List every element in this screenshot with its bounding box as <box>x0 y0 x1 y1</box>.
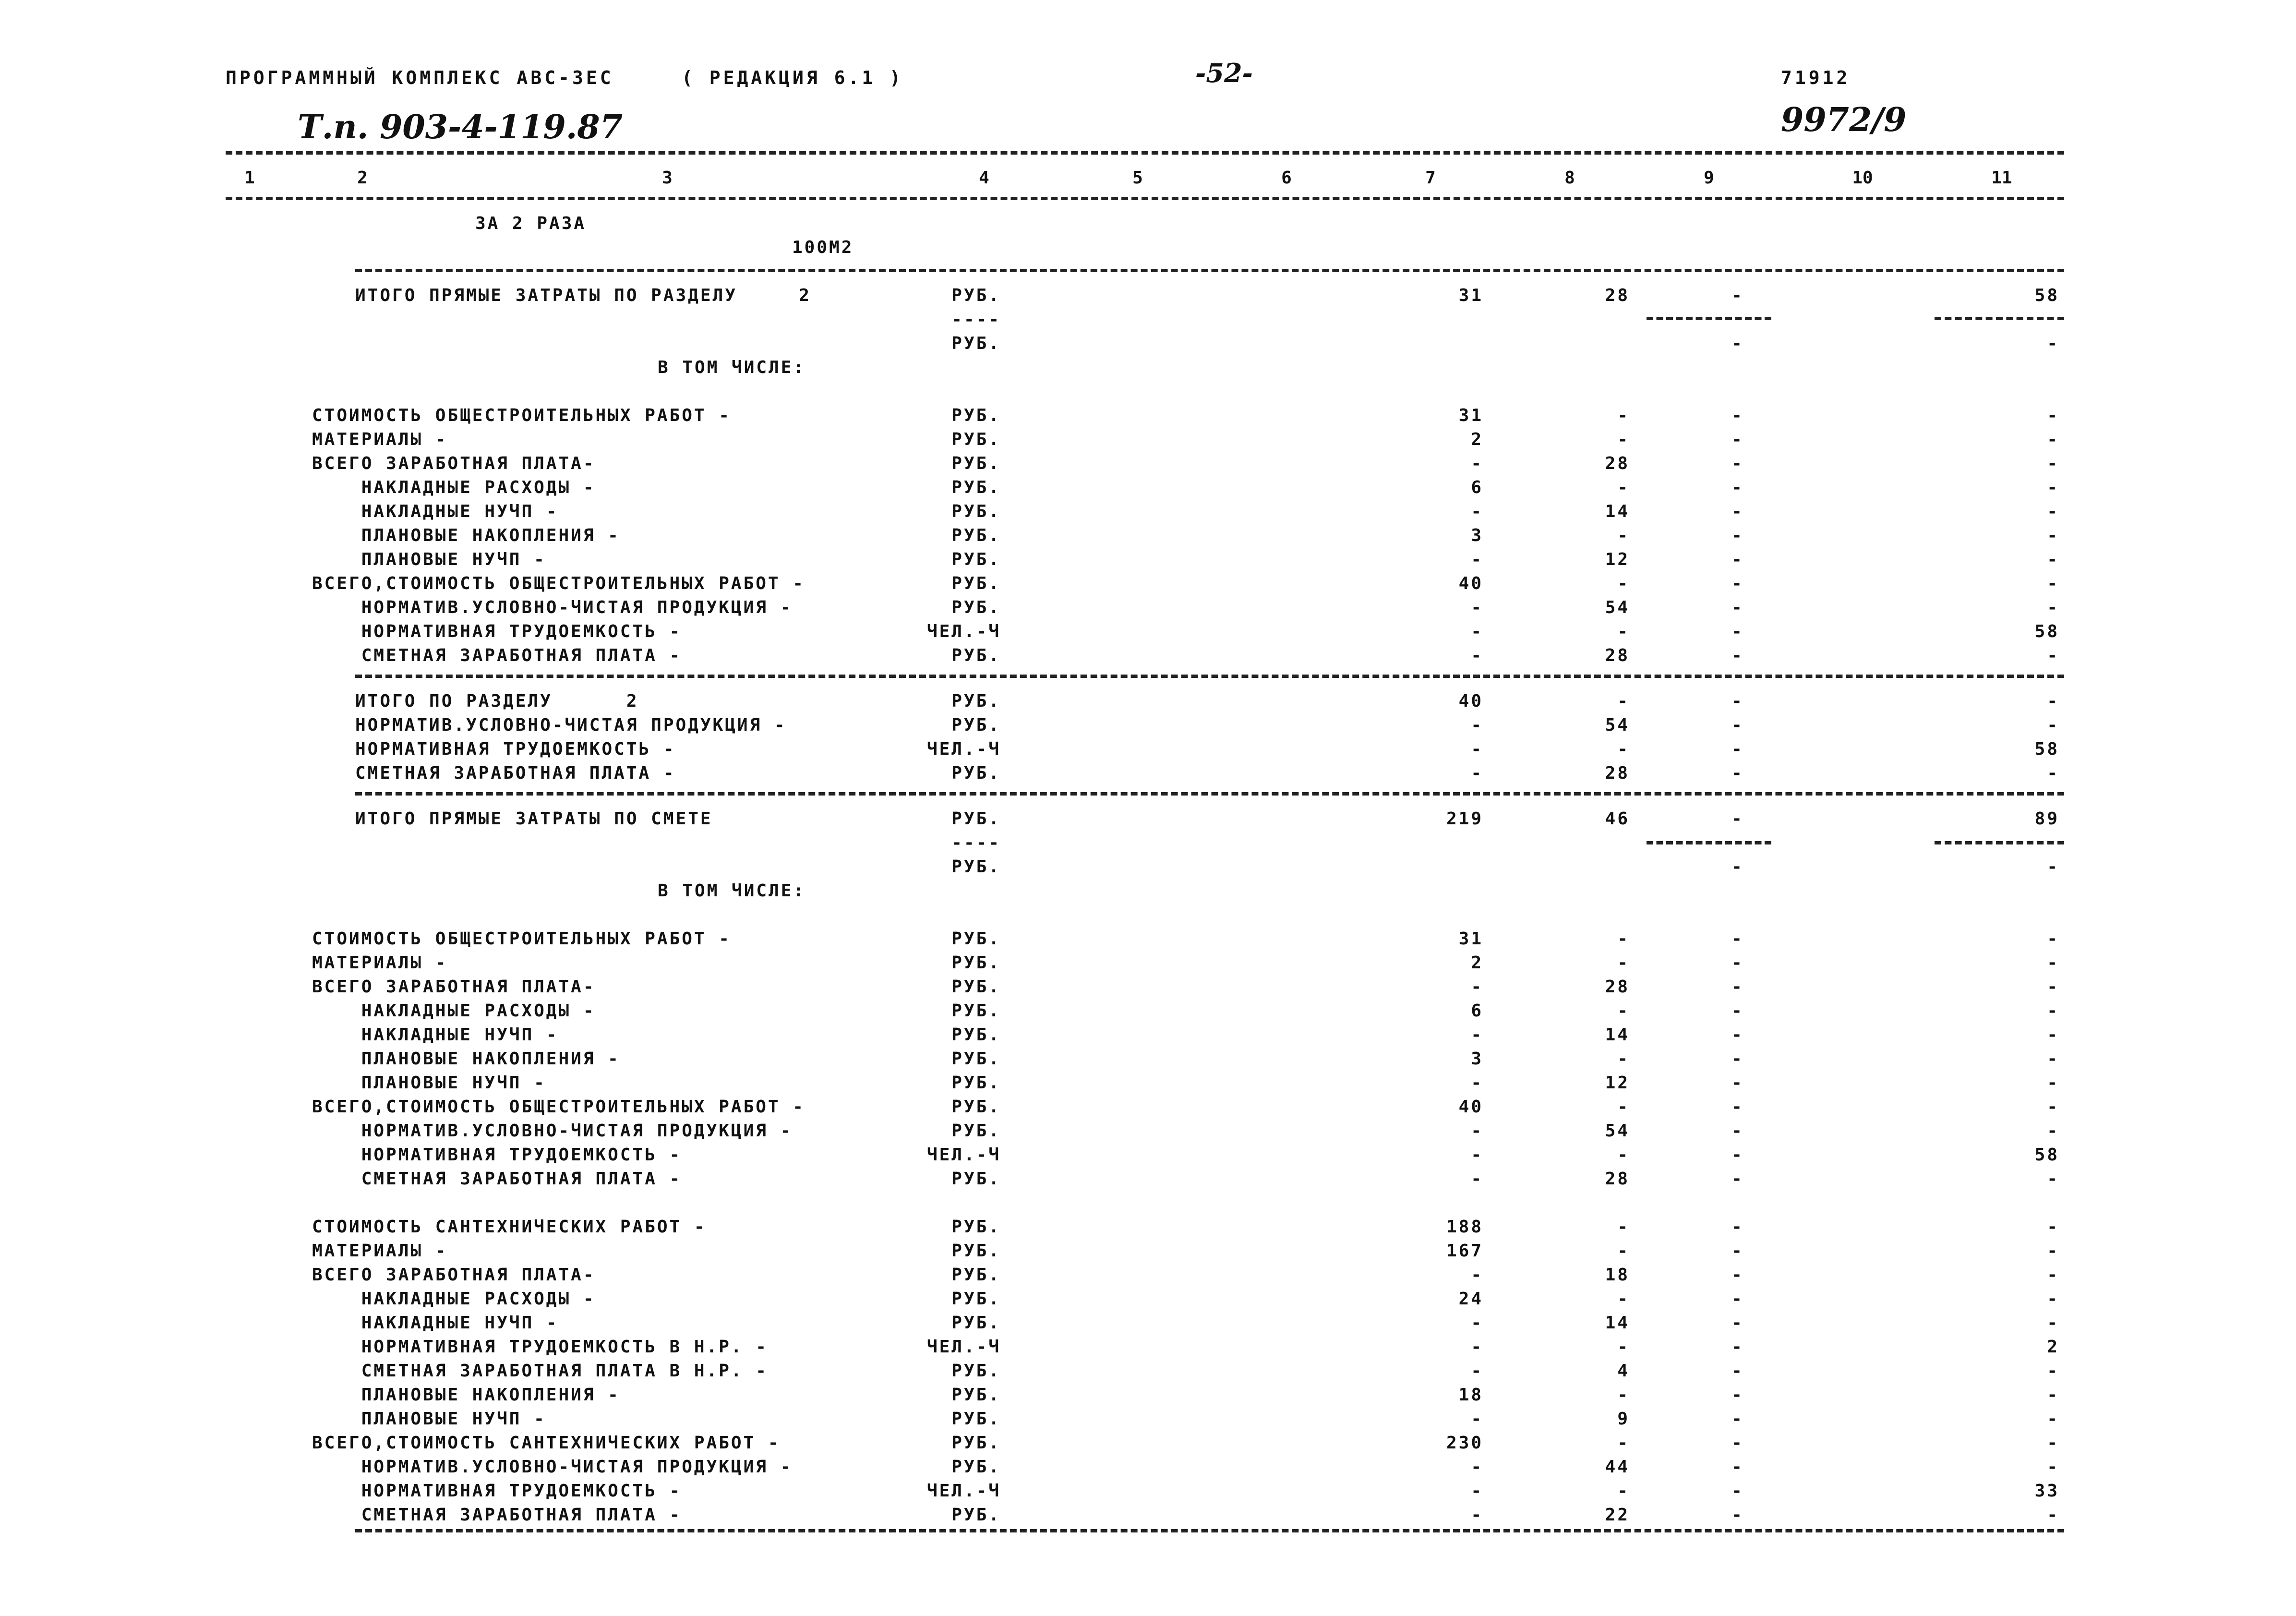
cell-col7: - <box>1471 454 1483 473</box>
cell-col8: 4 <box>1617 1361 1630 1381</box>
row-unit: РУБ. <box>951 809 1001 829</box>
row-unit: РУБ. <box>951 953 1001 973</box>
row-unit: РУБ. <box>951 1073 1001 1093</box>
cell-col9: - <box>1731 454 1744 473</box>
row-label: ВСЕГО ЗАРАБОТНАЯ ПЛАТА- <box>312 1265 596 1285</box>
cell-col9: - <box>1731 977 1744 997</box>
row-unit: РУБ. <box>951 1265 1001 1285</box>
cell-col9: - <box>1731 1025 1744 1045</box>
row-unit: РУБ. <box>951 1361 1001 1381</box>
cell-col11: - <box>2047 1385 2059 1405</box>
cell-col8: - <box>1617 953 1630 973</box>
row-label: ПЛАНОВЫЕ НУЧП - <box>312 1073 546 1093</box>
cell-col9: - <box>1731 691 1744 711</box>
cell-col8: 28 <box>1605 763 1630 783</box>
cell-col8: - <box>1617 1217 1630 1237</box>
row-label: НАКЛАДНЫЕ РАСХОДЫ - <box>312 1289 596 1309</box>
rule-bottom <box>355 1529 2064 1532</box>
cell-col7: - <box>1471 622 1483 641</box>
row-label: ПЛАНОВЫЕ НАКОПЛЕНИЯ - <box>312 526 620 545</box>
cell-col9: - <box>1731 1313 1744 1333</box>
cell-col8: - <box>1617 622 1630 641</box>
cell-col8: - <box>1617 430 1630 449</box>
cell-col7: - <box>1471 763 1483 783</box>
cell-col7: 3 <box>1471 526 1483 545</box>
row-unit: РУБ. <box>951 1049 1001 1069</box>
cell-col8: - <box>1617 1385 1630 1405</box>
row-label: НАКЛАДНЫЕ РАСХОДЫ - <box>312 478 596 497</box>
row-unit: РУБ. <box>951 454 1001 473</box>
cell-col7: 2 <box>1471 953 1483 973</box>
row-label: ИТОГО ПО РАЗДЕЛУ 2 <box>355 691 639 711</box>
row-unit: РУБ. <box>951 1505 1001 1525</box>
row-label: НОРМАТИВНАЯ ТРУДОЕМКОСТЬ В Н.Р. - <box>312 1337 768 1357</box>
row-unit: РУБ. <box>951 691 1001 711</box>
cell-col7: - <box>1471 1145 1483 1165</box>
cell-col8: 46 <box>1605 809 1630 829</box>
row-label: СТОИМОСТЬ ОБЩЕСТРОИТЕЛЬНЫХ РАБОТ - <box>312 406 731 425</box>
cell-col7: 18 <box>1458 1385 1483 1405</box>
cell-col8: 54 <box>1605 598 1630 617</box>
cell-col11: - <box>2047 646 2059 665</box>
cell-col11: - <box>2047 550 2059 569</box>
row-label: ПЛАНОВЫЕ НАКОПЛЕНИЯ - <box>312 1049 620 1069</box>
row-unit: РУБ. <box>951 1001 1001 1021</box>
cell-col9: - <box>1731 809 1744 829</box>
cell-col9: - <box>1731 526 1744 545</box>
row-unit: РУБ. <box>951 857 1001 877</box>
cell-col11: - <box>2047 857 2059 877</box>
cell-col7: 6 <box>1471 1001 1483 1021</box>
row-label: ВСЕГО ЗАРАБОТНАЯ ПЛАТА- <box>312 454 596 473</box>
cell-col11: 2 <box>2047 1337 2059 1357</box>
row-unit: ЧЕЛ.-Ч <box>926 622 1001 641</box>
cell-col8: 28 <box>1605 977 1630 997</box>
cell-col8: 54 <box>1605 715 1630 735</box>
cell-col8: 54 <box>1605 1121 1630 1141</box>
cell-col11: - <box>2047 691 2059 711</box>
cell-col8: 12 <box>1605 1073 1630 1093</box>
rule-sub-c11a <box>1935 317 2064 320</box>
row-label: МАТЕРИАЛЫ - <box>312 1241 448 1261</box>
cell-col11: - <box>2047 1025 2059 1045</box>
column-number-10: 10 <box>1852 168 1873 188</box>
cell-col8: - <box>1617 691 1630 711</box>
cell-col9: - <box>1731 646 1744 665</box>
cell-col9: - <box>1731 715 1744 735</box>
cell-col7: - <box>1471 1409 1483 1429</box>
row-label: СМЕТНАЯ ЗАРАБОТНАЯ ПЛАТА - <box>355 763 676 783</box>
cell-col7: - <box>1471 1169 1483 1189</box>
row-label: СМЕТНАЯ ЗАРАБОТНАЯ ПЛАТА - <box>312 1169 682 1189</box>
cell-col11: - <box>2047 1097 2059 1117</box>
row-unit: ---- <box>951 310 1001 329</box>
cell-col11: - <box>2047 1049 2059 1069</box>
column-number-7: 7 <box>1425 168 1436 188</box>
handwritten-ref: Т.п. 903-4-119.87 <box>298 108 623 146</box>
cell-col11: - <box>2047 1241 2059 1261</box>
cell-col8: 14 <box>1605 1313 1630 1333</box>
cell-col9: - <box>1731 598 1744 617</box>
cell-col9: - <box>1731 1457 1744 1477</box>
cell-col11: - <box>2047 526 2059 545</box>
row-label: НОРМАТИВ.УСЛОВНО-ЧИСТАЯ ПРОДУКЦИЯ - <box>312 1457 793 1477</box>
cell-col11: - <box>2047 1409 2059 1429</box>
row-unit: РУБ. <box>951 1121 1001 1141</box>
cell-col11: - <box>2047 1361 2059 1381</box>
row-unit: РУБ. <box>951 502 1001 521</box>
row-label: НАКЛАДНЫЕ РАСХОДЫ - <box>312 1001 596 1021</box>
row-unit: РУБ. <box>951 929 1001 949</box>
row-unit: ---- <box>951 833 1001 853</box>
cell-col9: - <box>1731 1505 1744 1525</box>
row-unit: РУБ. <box>951 334 1001 353</box>
cell-col9: - <box>1731 574 1744 593</box>
rule-sub-c9a <box>1647 317 1771 320</box>
cell-col8: - <box>1617 1097 1630 1117</box>
rule-section-start <box>355 269 2064 272</box>
cell-col8: 44 <box>1605 1457 1630 1477</box>
row-label: НАКЛАДНЫЕ НУЧП - <box>312 502 559 521</box>
cell-col8: 14 <box>1605 1025 1630 1045</box>
row-label: ПЛАНОВЫЕ НАКОПЛЕНИЯ - <box>312 1385 620 1405</box>
row-unit: ЧЕЛ.-Ч <box>926 1337 1001 1357</box>
row-unit: РУБ. <box>951 1457 1001 1477</box>
cell-col7: - <box>1471 646 1483 665</box>
row-unit: ЧЕЛ.-Ч <box>926 1145 1001 1165</box>
column-number-2: 2 <box>357 168 368 188</box>
cell-col11: - <box>2047 454 2059 473</box>
cell-col7: 31 <box>1458 286 1483 305</box>
cell-col9: - <box>1731 1289 1744 1309</box>
row-label: НОРМАТИВНАЯ ТРУДОЕМКОСТЬ - <box>312 1481 682 1501</box>
doc-code: 71912 <box>1781 67 1851 88</box>
cell-col8: - <box>1617 1145 1630 1165</box>
row-label: 100М2 <box>792 238 854 257</box>
cell-col11: - <box>2047 406 2059 425</box>
cell-col11: - <box>2047 334 2059 353</box>
row-label: ВСЕГО,СТОИМОСТЬ САНТЕХНИЧЕСКИХ РАБОТ - <box>312 1433 781 1453</box>
cell-col9: - <box>1731 1385 1744 1405</box>
cell-col11: - <box>2047 1217 2059 1237</box>
cell-col11: - <box>2047 1289 2059 1309</box>
column-number-9: 9 <box>1704 168 1714 188</box>
cell-col9: - <box>1731 1481 1744 1501</box>
cell-col7: - <box>1471 550 1483 569</box>
cell-col9: - <box>1731 1145 1744 1165</box>
cell-col7: - <box>1471 715 1483 735</box>
cell-col9: - <box>1731 1337 1744 1357</box>
cell-col8: 18 <box>1605 1265 1630 1285</box>
row-label: ВСЕГО,СТОИМОСТЬ ОБЩЕСТРОИТЕЛЬНЫХ РАБОТ - <box>312 1097 805 1117</box>
program-title: ПРОГРАММНЫЙ КОМПЛЕКС АВС-ЗЕС <box>226 67 614 88</box>
cell-col9: - <box>1731 929 1744 949</box>
cell-col11: - <box>2047 1313 2059 1333</box>
cell-col9: - <box>1731 286 1744 305</box>
cell-col9: - <box>1731 953 1744 973</box>
cell-col7: 188 <box>1446 1217 1483 1237</box>
rule-estimate-total <box>355 792 2064 796</box>
row-label: В ТОМ ЧИСЛЕ: <box>658 881 806 901</box>
column-number-8: 8 <box>1564 168 1575 188</box>
cell-col11: - <box>2047 502 2059 521</box>
cell-col9: - <box>1731 763 1744 783</box>
row-unit: РУБ. <box>951 1433 1001 1453</box>
cell-col11: - <box>2047 1265 2059 1285</box>
edition-label: ( РЕДАКЦИЯ 6.1 ) <box>682 67 904 88</box>
row-label: СМЕТНАЯ ЗАРАБОТНАЯ ПЛАТА В Н.Р. - <box>312 1361 768 1381</box>
cell-col7: 3 <box>1471 1049 1483 1069</box>
cell-col11: - <box>2047 1505 2059 1525</box>
cell-col7: - <box>1471 1265 1483 1285</box>
row-label: СМЕТНАЯ ЗАРАБОТНАЯ ПЛАТА - <box>312 646 682 665</box>
row-label: НОРМАТИВ.УСЛОВНО-ЧИСТАЯ ПРОДУКЦИЯ - <box>312 598 793 617</box>
row-label: ПЛАНОВЫЕ НУЧП - <box>312 1409 546 1429</box>
column-number-6: 6 <box>1281 168 1292 188</box>
cell-col9: - <box>1731 550 1744 569</box>
cell-col7: 6 <box>1471 478 1483 497</box>
cell-col11: - <box>2047 1457 2059 1477</box>
cell-col8: - <box>1617 1289 1630 1309</box>
row-label: ВСЕГО ЗАРАБОТНАЯ ПЛАТА- <box>312 977 596 997</box>
row-unit: РУБ. <box>951 1217 1001 1237</box>
cell-col9: - <box>1731 1265 1744 1285</box>
column-number-1: 1 <box>244 168 255 188</box>
cell-col9: - <box>1731 622 1744 641</box>
row-unit: РУБ. <box>951 598 1001 617</box>
row-unit: РУБ. <box>951 977 1001 997</box>
row-label: МАТЕРИАЛЫ - <box>312 953 448 973</box>
column-number-4: 4 <box>979 168 989 188</box>
cell-col7: - <box>1471 1481 1483 1501</box>
cell-col7: 24 <box>1458 1289 1483 1309</box>
cell-col9: - <box>1731 1361 1744 1381</box>
cell-col11: - <box>2047 715 2059 735</box>
cell-col11: - <box>2047 1169 2059 1189</box>
cell-col11: - <box>2047 1433 2059 1453</box>
cell-col8: 9 <box>1617 1409 1630 1429</box>
cell-col8: - <box>1617 1481 1630 1501</box>
row-label: СТОИМОСТЬ САНТЕХНИЧЕСКИХ РАБОТ - <box>312 1217 707 1237</box>
cell-col8: - <box>1617 929 1630 949</box>
cell-col9: - <box>1731 1073 1744 1093</box>
rule-section-total <box>355 675 2064 678</box>
cell-col8: 22 <box>1605 1505 1630 1525</box>
row-label: НАКЛАДНЫЕ НУЧП - <box>312 1313 559 1333</box>
cell-col7: - <box>1471 1073 1483 1093</box>
column-number-11: 11 <box>1991 168 2012 188</box>
cell-col9: - <box>1731 857 1744 877</box>
cell-col8: 28 <box>1605 646 1630 665</box>
cell-col9: - <box>1731 1433 1744 1453</box>
cell-col11: 58 <box>2034 739 2059 759</box>
handwritten-code: 9972/9 <box>1781 101 1907 139</box>
cell-col11: 89 <box>2034 809 2059 829</box>
cell-col9: - <box>1731 1001 1744 1021</box>
row-label: ВСЕГО,СТОИМОСТЬ ОБЩЕСТРОИТЕЛЬНЫХ РАБОТ - <box>312 574 805 593</box>
cell-col9: - <box>1731 1409 1744 1429</box>
cell-col9: - <box>1731 478 1744 497</box>
row-unit: РУБ. <box>951 1289 1001 1309</box>
row-label: ИТОГО ПРЯМЫЕ ЗАТРАТЫ ПО СМЕТЕ <box>355 809 713 829</box>
row-unit: РУБ. <box>951 478 1001 497</box>
cell-col8: - <box>1617 478 1630 497</box>
cell-col8: - <box>1617 1433 1630 1453</box>
cell-col7: 31 <box>1458 929 1483 949</box>
cell-col7: 40 <box>1458 1097 1483 1117</box>
column-number-5: 5 <box>1132 168 1143 188</box>
row-label: НОРМАТИВНАЯ ТРУДОЕМКОСТЬ - <box>312 1145 682 1165</box>
cell-col8: 28 <box>1605 286 1630 305</box>
cell-col11: - <box>2047 478 2059 497</box>
cell-col8: - <box>1617 1337 1630 1357</box>
row-unit: РУБ. <box>951 574 1001 593</box>
row-unit: РУБ. <box>951 430 1001 449</box>
cell-col7: - <box>1471 1313 1483 1333</box>
cell-col7: - <box>1471 1025 1483 1045</box>
cell-col7: 219 <box>1446 809 1483 829</box>
cell-col8: - <box>1617 1001 1630 1021</box>
row-unit: РУБ. <box>951 646 1001 665</box>
row-unit: РУБ. <box>951 715 1001 735</box>
cell-col8: - <box>1617 526 1630 545</box>
row-label: МАТЕРИАЛЫ - <box>312 430 448 449</box>
cell-col11: - <box>2047 1073 2059 1093</box>
row-unit: РУБ. <box>951 1097 1001 1117</box>
cell-col11: - <box>2047 430 2059 449</box>
row-label: ЗА 2 РАЗА <box>475 214 587 233</box>
cell-col7: - <box>1471 1337 1483 1357</box>
cell-col9: - <box>1731 1217 1744 1237</box>
cell-col11: - <box>2047 1121 2059 1141</box>
cell-col8: 14 <box>1605 502 1630 521</box>
column-number-3: 3 <box>662 168 673 188</box>
cell-col8: 28 <box>1605 454 1630 473</box>
cell-col11: 58 <box>2034 1145 2059 1165</box>
row-label: СМЕТНАЯ ЗАРАБОТНАЯ ПЛАТА - <box>312 1505 682 1525</box>
cell-col9: - <box>1731 1241 1744 1261</box>
row-unit: ЧЕЛ.-Ч <box>926 739 1001 759</box>
cell-col8: 28 <box>1605 1169 1630 1189</box>
row-unit: РУБ. <box>951 1241 1001 1261</box>
row-unit: РУБ. <box>951 1169 1001 1189</box>
cell-col8: - <box>1617 574 1630 593</box>
row-label: НАКЛАДНЫЕ НУЧП - <box>312 1025 559 1045</box>
cell-col9: - <box>1731 1169 1744 1189</box>
page-number: -52- <box>1195 58 1253 88</box>
cell-col11: - <box>2047 977 2059 997</box>
cell-col11: - <box>2047 574 2059 593</box>
cell-col8: 12 <box>1605 550 1630 569</box>
cell-col7: 31 <box>1458 406 1483 425</box>
cell-col9: - <box>1731 739 1744 759</box>
cell-col7: 167 <box>1446 1241 1483 1261</box>
cell-col7: 230 <box>1446 1433 1483 1453</box>
row-label: НОРМАТИВ.УСЛОВНО-ЧИСТАЯ ПРОДУКЦИЯ - <box>312 1121 793 1141</box>
cell-col7: 40 <box>1458 574 1483 593</box>
cell-col7: - <box>1471 1457 1483 1477</box>
row-unit: РУБ. <box>951 286 1001 305</box>
cell-col11: - <box>2047 598 2059 617</box>
row-unit: РУБ. <box>951 406 1001 425</box>
row-unit: РУБ. <box>951 550 1001 569</box>
cell-col9: - <box>1731 430 1744 449</box>
cell-col8: - <box>1617 406 1630 425</box>
row-unit: РУБ. <box>951 1409 1001 1429</box>
cell-col7: 40 <box>1458 691 1483 711</box>
row-unit: РУБ. <box>951 1025 1001 1045</box>
cell-col7: - <box>1471 739 1483 759</box>
cell-col9: - <box>1731 1097 1744 1117</box>
cell-col8: - <box>1617 1241 1630 1261</box>
cell-col11: - <box>2047 953 2059 973</box>
rule-sub-c9b <box>1647 841 1771 844</box>
row-label: СТОИМОСТЬ ОБЩЕСТРОИТЕЛЬНЫХ РАБОТ - <box>312 929 731 949</box>
cell-col8: - <box>1617 739 1630 759</box>
cell-col9: - <box>1731 1121 1744 1141</box>
row-unit: РУБ. <box>951 526 1001 545</box>
rule-top <box>226 151 2064 155</box>
row-unit: РУБ. <box>951 1313 1001 1333</box>
cell-col11: 58 <box>2034 286 2059 305</box>
cell-col8: - <box>1617 1049 1630 1069</box>
rule-header-bottom <box>226 197 2064 200</box>
cell-col11: 58 <box>2034 622 2059 641</box>
cell-col11: - <box>2047 763 2059 783</box>
row-label: В ТОМ ЧИСЛЕ: <box>658 358 806 377</box>
cell-col9: - <box>1731 334 1744 353</box>
cell-col7: - <box>1471 1505 1483 1525</box>
cell-col7: - <box>1471 598 1483 617</box>
cell-col11: - <box>2047 929 2059 949</box>
row-unit: ЧЕЛ.-Ч <box>926 1481 1001 1501</box>
cell-col9: - <box>1731 1049 1744 1069</box>
row-unit: РУБ. <box>951 763 1001 783</box>
row-label: ИТОГО ПРЯМЫЕ ЗАТРАТЫ ПО РАЗДЕЛУ 2 <box>355 286 811 305</box>
cell-col7: - <box>1471 977 1483 997</box>
rule-sub-c11b <box>1935 841 2064 844</box>
cell-col9: - <box>1731 406 1744 425</box>
cell-col7: - <box>1471 1121 1483 1141</box>
row-label: ПЛАНОВЫЕ НУЧП - <box>312 550 546 569</box>
cell-col7: - <box>1471 502 1483 521</box>
cell-col9: - <box>1731 502 1744 521</box>
cell-col11: - <box>2047 1001 2059 1021</box>
row-label: НОРМАТИВНАЯ ТРУДОЕМКОСТЬ - <box>355 739 676 759</box>
cell-col11: 33 <box>2034 1481 2059 1501</box>
cell-col7: - <box>1471 1361 1483 1381</box>
cell-col7: 2 <box>1471 430 1483 449</box>
row-label: НОРМАТИВНАЯ ТРУДОЕМКОСТЬ - <box>312 622 682 641</box>
row-label: НОРМАТИВ.УСЛОВНО-ЧИСТАЯ ПРОДУКЦИЯ - <box>355 715 787 735</box>
row-unit: РУБ. <box>951 1385 1001 1405</box>
